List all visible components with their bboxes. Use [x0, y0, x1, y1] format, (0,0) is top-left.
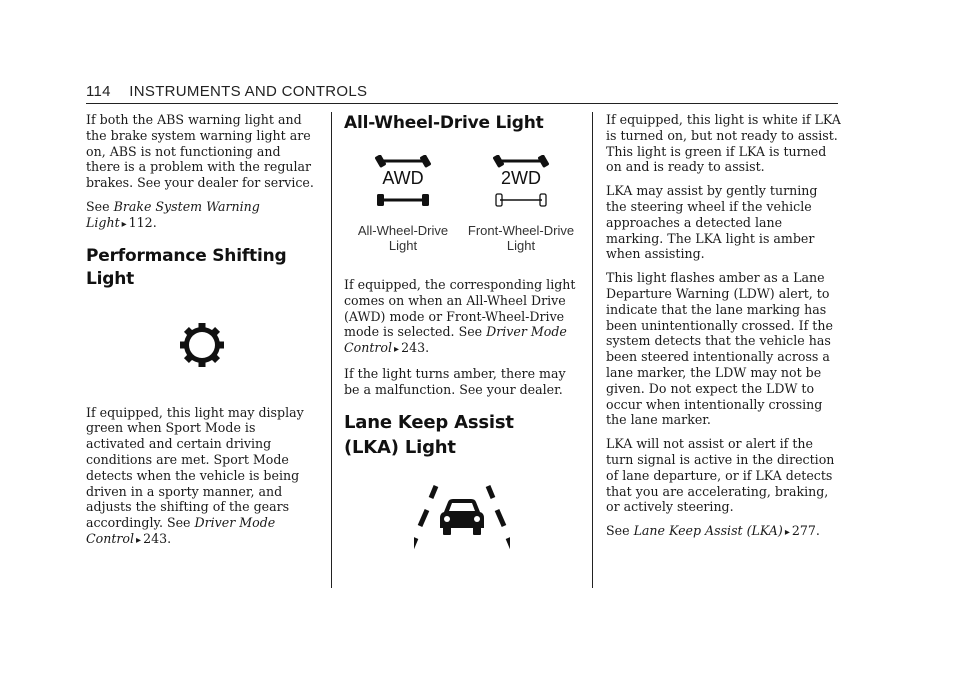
caption-fwd: Front-Wheel-Drive Light — [467, 223, 575, 253]
lka-paragraph-2: LKA may assist by gently turning the steering wheel if the vehicle approaches a detected lane marking. The LKA light is amber when assisting. — [606, 183, 818, 262]
page-ref-number[interactable]: 277 — [791, 523, 816, 539]
link-brake-system-warning-light[interactable]: Brake System Warning Light — [86, 198, 260, 230]
column-divider-2 — [592, 112, 593, 588]
page-ref-number[interactable]: 112 — [128, 214, 153, 230]
drive-light-icons — [344, 155, 580, 253]
header-rule — [86, 103, 838, 104]
page-number: 114 — [86, 83, 111, 100]
2wd-icon-label: 2WD — [501, 168, 541, 188]
column-divider-1 — [331, 112, 332, 588]
page-ref-icon: ▸ — [136, 534, 142, 546]
column-3 — [606, 112, 842, 549]
section-title: INSTRUMENTS AND CONTROLS — [129, 83, 368, 100]
page-ref-icon: ▸ — [394, 344, 400, 356]
lka-paragraph-4: LKA will not assist or alert if the turn signal is active in the direction of lane departure, or if LKA detects that you are accelerating, braking, or actively steering. — [606, 436, 835, 515]
link-driver-mode-control[interactable]: Driver Mode Control — [86, 515, 276, 546]
page-ref-number[interactable]: 243 — [401, 340, 426, 356]
see-reference-lka: See Lane Keep Assist (LKA) ▸ 277. — [606, 523, 820, 539]
awd-paragraph: If equipped, the corresponding light comes on when an All-Wheel Drive (AWD) mode or Front-Wheel-Drive mode is selected. See Driver Mode Control ▸ 243. — [344, 277, 576, 356]
caption-awd: All-Wheel-Drive Light — [357, 223, 449, 253]
fwd-light-icon — [490, 155, 552, 209]
lane-keep-assist-icon — [414, 482, 510, 552]
heading-performance-shifting-light: Performance Shifting Light — [86, 245, 287, 289]
awd-light-icon — [372, 155, 434, 209]
heading-lane-keep-assist-light: Lane Keep Assist (LKA) Light — [344, 411, 514, 458]
awd-icon-label: AWD — [382, 168, 424, 188]
page-ref-icon: ▸ — [121, 218, 127, 230]
page-ref-number[interactable]: 243 — [143, 530, 168, 546]
heading-all-wheel-drive-light: All-Wheel-Drive Light — [344, 113, 544, 133]
link-lane-keep-assist[interactable]: Lane Keep Assist (LKA) — [633, 523, 783, 539]
awd-amber-paragraph: If the light turns amber, there may be a malfunction. See your dealer. — [344, 365, 566, 397]
performance-shifting-gear-icon — [178, 321, 226, 369]
abs-paragraph: If both the ABS warning light and the brake system warning light are on, ABS is not functioning and there is a problem with the regular brakes. See your dealer for service. — [86, 112, 314, 191]
page-header — [86, 83, 838, 100]
page-ref-icon: ▸ — [784, 527, 790, 539]
fwd-icon-cell — [462, 155, 580, 253]
column-2 — [344, 112, 580, 552]
performance-paragraph: If equipped, this light may display green when Sport Mode is activated and certain driving conditions are met. Sport Mode detects when the vehicle is being driven in a sporty manner, and adjusts the shifting of the gears accordingly. See Driver Mode Control ▸ 243. — [86, 404, 304, 546]
link-driver-mode-control[interactable]: Driver Mode Control — [344, 324, 567, 356]
lka-paragraph-3: This light flashes amber as a Lane Departure Warning (LDW) alert, to indicate that the lane marking has been unintentionally crossed. If the system detects that the vehicle has been steered intentionally across a lane marker, the LDW may not be given. Do not expect the LDW to occur when intentionally crossing the lane marker. — [606, 270, 833, 428]
lka-paragraph-1: If equipped, this light is white if LKA is turned on, but not ready to assist. This light is green if LKA is turned on and is ready to assist. — [606, 112, 841, 175]
column-1 — [86, 112, 318, 557]
see-reference-brake: See Brake System Warning Light ▸ 112. — [86, 198, 260, 230]
awd-icon-cell — [344, 155, 462, 253]
